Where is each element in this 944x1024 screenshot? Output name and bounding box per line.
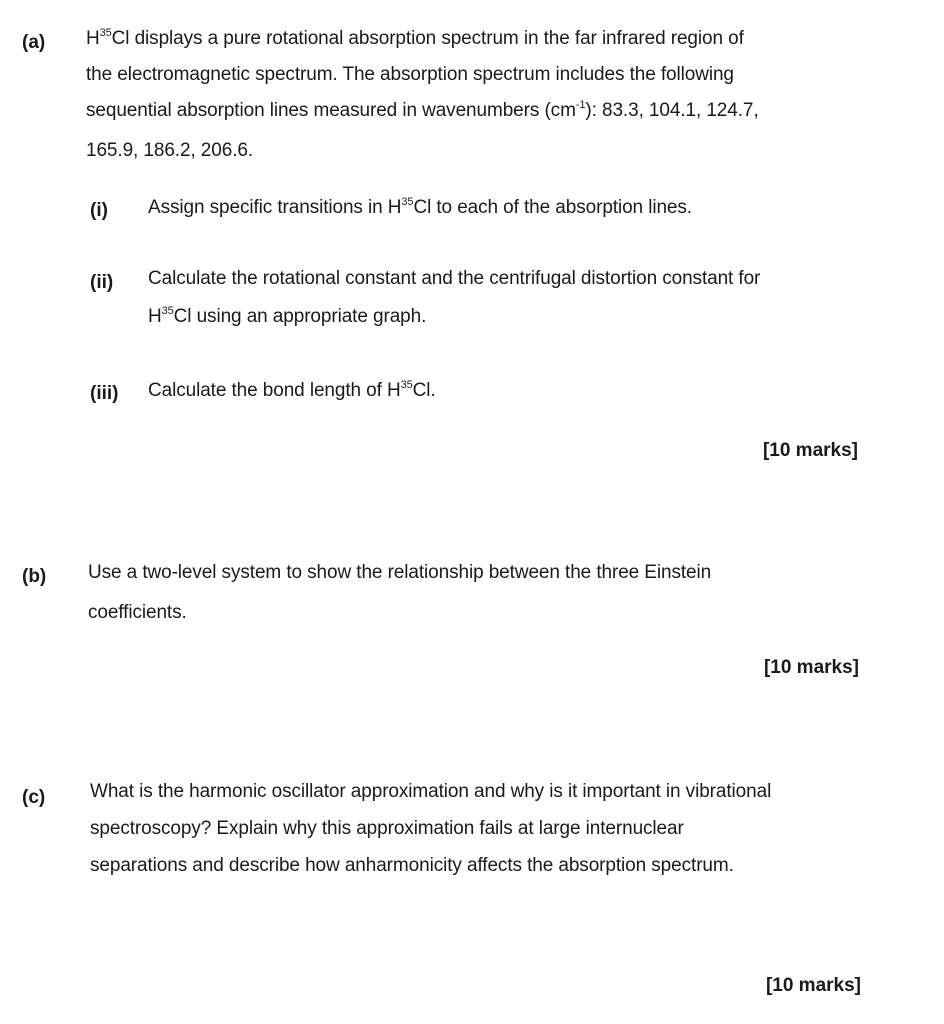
question-a-label: (a) bbox=[22, 32, 46, 53]
question-c-label: (c) bbox=[22, 787, 46, 808]
question-a-marks: [10 marks] bbox=[762, 440, 858, 461]
part-i-line-1: Assign specific transitions in $H^{35}Cl$ to each of the absorption lines. bbox=[148, 196, 692, 218]
part-ii-label: (ii) bbox=[90, 272, 114, 293]
question-c-marks: [10 marks] bbox=[765, 975, 861, 996]
part-iii-line-1: Calculate the bond length of $H^{35}Cl$. bbox=[148, 379, 436, 401]
question-a-line-1: $H^{35}Cl$ displays a pure rotational absorption spectrum in the far infrared region of bbox=[86, 27, 744, 49]
question-a-line-3: sequential absorption lines measured in wavenumbers $(cm^{-1})$: 83.3, 104.1, 124.7, bbox=[86, 99, 759, 121]
question-b-label: (b) bbox=[22, 566, 47, 587]
question-a-line-4: 165.9, 186.2, 206.6. bbox=[86, 140, 254, 161]
part-ii-line-1: Calculate the rotational constant and the centrifugal distortion constant for bbox=[148, 268, 761, 289]
question-b-line-1: Use a two-level system to show the relationship between the three Einstein bbox=[88, 562, 712, 583]
question-b-marks: [10 marks] bbox=[763, 657, 859, 678]
question-a-line-2: the electromagnetic spectrum. The absorption spectrum includes the following bbox=[86, 64, 734, 85]
part-iii-label: (iii) bbox=[90, 383, 119, 404]
question-c-line-2: spectroscopy? Explain why this approximation fails at large internuclear bbox=[90, 818, 684, 839]
question-b-line-2: coefficients. bbox=[88, 602, 187, 623]
question-c-line-1: What is the harmonic oscillator approximation and why is it important in vibrational bbox=[90, 781, 772, 802]
part-i-label: (i) bbox=[90, 200, 108, 221]
part-ii-line-2: $H^{35}Cl$ using an appropriate graph. bbox=[148, 305, 427, 327]
question-c-line-3: separations and describe how anharmonicity affects the absorption spectrum. bbox=[90, 855, 734, 876]
